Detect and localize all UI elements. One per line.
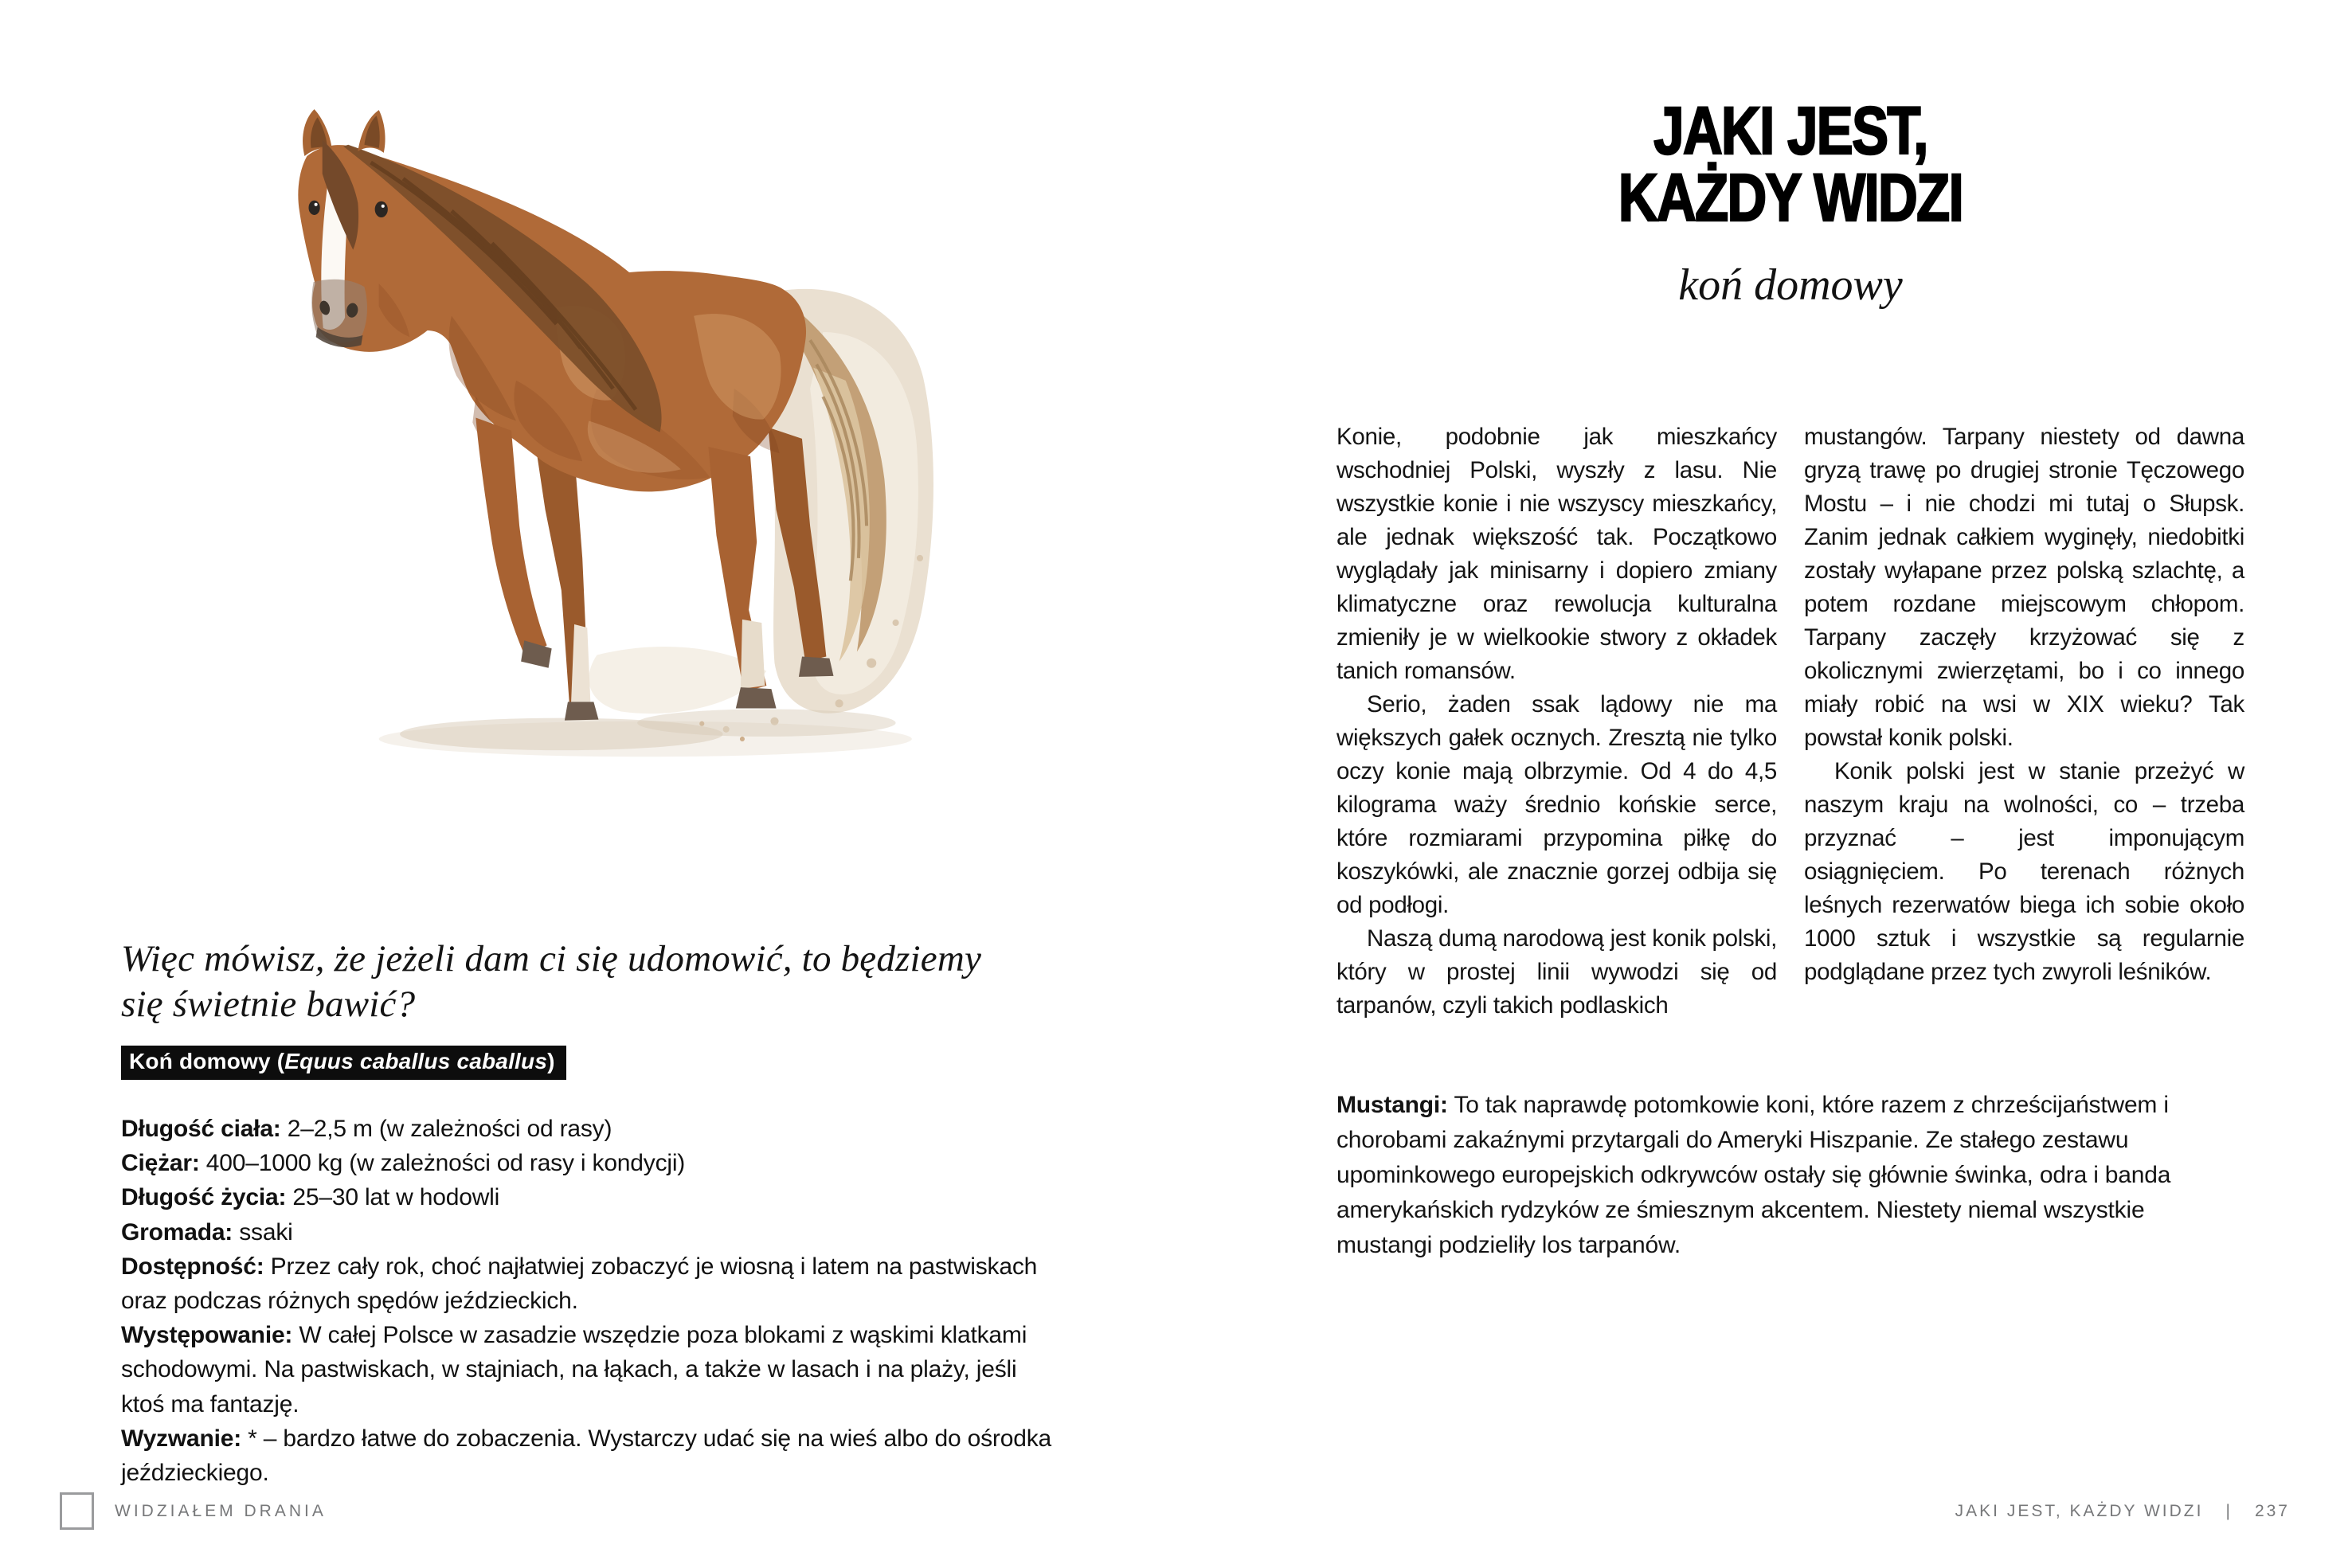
right-page-footer	[1955, 1502, 2290, 1521]
pull-quote: Więc mówisz, że jeżeli dam ci się udomowić, to będziemy się świetnie bawić?	[121, 938, 982, 1026]
species-badge-prefix: Koń domowy (	[129, 1049, 285, 1073]
body-column-1	[1336, 420, 1777, 1023]
fact-label: Występowanie:	[121, 1322, 293, 1349]
fact-value: 400–1000 kg (w zależności od rasy i kondycji)	[205, 1150, 686, 1177]
fact-occurrence	[121, 1318, 1057, 1421]
species-latin-name: Equus caballus caballus	[284, 1049, 548, 1073]
fact-label: Długość życia:	[121, 1184, 287, 1211]
fact-label: Długość ciała:	[121, 1116, 281, 1142]
fact-label: Ciężar:	[121, 1150, 200, 1177]
page-number: 237	[2254, 1502, 2290, 1520]
fact-value: Przez cały rok, choć najłatwiej zobaczyć je wiosną i latem na pastwiskach oraz podczas różnych spędów jeździeckich.	[121, 1253, 1038, 1314]
species-badge-suffix: )	[547, 1049, 555, 1073]
fact-label: Gromada:	[121, 1218, 233, 1245]
fact-label: Wyzwanie:	[121, 1425, 242, 1452]
footer-chapter-title: JAKI JEST, KAŻDY WIDZI	[1955, 1502, 2204, 1520]
body-column-2	[1804, 420, 2244, 1023]
fact-value: 25–30 lat w hodowli	[292, 1184, 500, 1211]
fact-value: ssaki	[239, 1218, 293, 1245]
mustangi-label: Mustangi:	[1336, 1092, 1448, 1118]
footer-separator: |	[2225, 1502, 2233, 1520]
fact-body-length	[121, 1112, 1057, 1146]
fact-weight	[121, 1146, 1057, 1180]
paragraph: Konik polski jest w stanie przeżyć w naszym kraju na wolności, co – trzeba przyznać – jest imponującym osiągnięciem. Po terenach różnych leśnych rezerwatów biega ich sobie około 1000 sztuk i wszystkie są regularnie podglądane przez tych zwyroli leśników.	[1804, 758, 2244, 985]
paragraph: Serio, żaden ssak lądowy nie ma większych gałek ocznych. Zresztą nie tylko oczy konie mają olbrzymie. Od 4 do 4,5 kilograma waży średnio końskie serce, które rozmiarami przypomina piłkę do koszykówki, ale znacznie gorzej odbija się od podłogi.	[1336, 691, 1777, 918]
fact-lifespan	[121, 1180, 1057, 1214]
horse-watercolor-illustration	[205, 41, 1053, 857]
chapter-title-line2: KAŻDY WIDZI	[1618, 160, 1963, 235]
fact-challenge	[121, 1421, 1057, 1490]
fact-value: W całej Polsce w zasadzie wszędzie poza blokami z wąskimi klatkami schodowymi. Na pastwiskach, w stajniach, na łąkach, a także w lasach i na plaży, jeśli ktoś ma fantazję.	[121, 1322, 1027, 1417]
fact-label: Dostępność:	[121, 1253, 264, 1280]
chapter-title	[1411, 93, 2169, 235]
fact-list	[121, 1112, 1057, 1490]
paragraph: mustangów. Tarpany niestety od dawna gryzą trawę po drugiej stronie Tęczowego Mostu – i nie chodzi mi tutaj o Słupsk. Zanim jednak całkiem wyginęły, niedobitki zostały wyłapane przez polską szlachtę, a potem rozdane miejscowym chłopom. Tarpany zaczęły krzyżować się z okolicznymi zwierzętami, bo i co innego miały robić na wsi w XIX wieku? Tak powstał konik polski.	[1804, 424, 2244, 751]
checkbox-icon	[60, 1492, 94, 1530]
paragraph: Konie, podobnie jak mieszkańcy wschodniej Polski, wyszły z lasu. Nie wszystkie konie i nie wszyscy mieszkańcy, ale jednak większość tak. Początkowo wyglądały jak minisarny i dopiero zmiany klimatyczne oraz rewolucja kulturalna zmieniły je w wielkookie stwory z okładek tanich romansów.	[1336, 424, 1777, 684]
left-page-footer	[60, 1492, 327, 1530]
fact-value: * – bardzo łatwe do zobaczenia. Wystarczy udać się na wieś albo do ośrodka jeździeckiego.	[121, 1425, 1051, 1486]
body-columns	[1336, 420, 2244, 1023]
fact-availability	[121, 1249, 1057, 1318]
book-title: WIDZIAŁEM DRANIA	[115, 1501, 327, 1520]
fact-class	[121, 1215, 1057, 1249]
species-badge	[121, 1046, 566, 1080]
paragraph: Naszą dumą narodową jest konik polski, który w prostej linii wywodzi się od tarpanów, czyli takich podlaskich	[1336, 925, 1777, 1019]
chapter-title-line1: JAKI JEST,	[1653, 93, 1927, 168]
mustangi-text: To tak naprawdę potomkowie koni, które razem z chrześcijaństwem i chorobami zakaźnymi przytargali do Ameryki Hiszpanie. Ze stałego zestawu upominkowego europejskich odkrywców ostały się głównie świnka, odra i banda amerykańskich rydzyków ze śmiesznym akcentem. Niestety niemal wszystkie mustangi podzieliły los tarpanów.	[1336, 1092, 2171, 1258]
mustangi-note	[1336, 1088, 2235, 1263]
fact-value: 2–2,5 m (w zależności od rasy)	[287, 1116, 612, 1142]
chapter-subtitle: koń domowy	[1678, 260, 1903, 310]
